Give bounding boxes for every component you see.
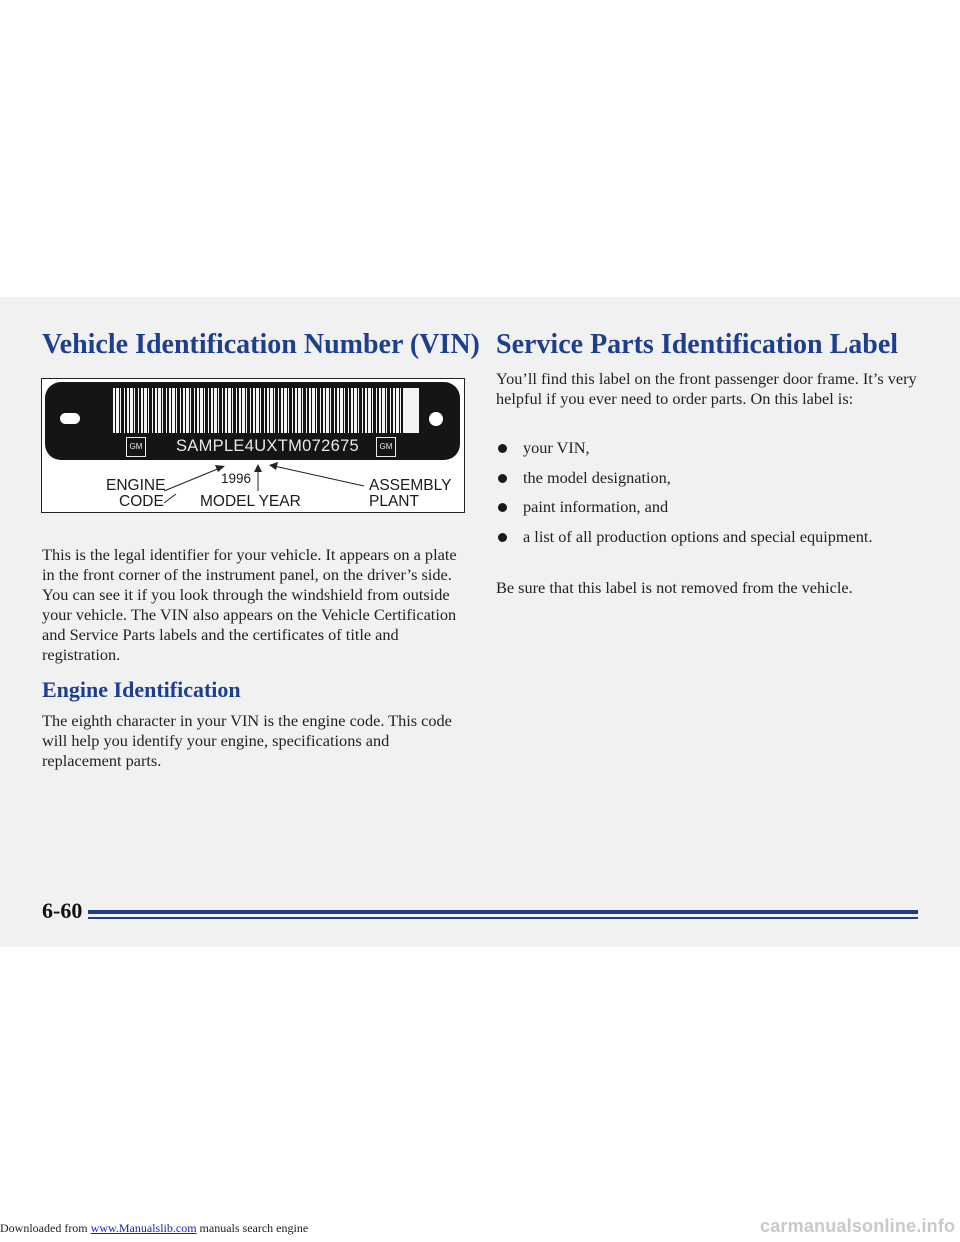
arrow-head-year-icon xyxy=(254,464,262,472)
bullet-icon xyxy=(498,474,507,483)
gm-logo-right: GM xyxy=(376,437,396,457)
list-item: a list of all production options and special equipment. xyxy=(496,527,924,547)
list-item: paint information, and xyxy=(496,497,924,517)
footer-rule-thin xyxy=(88,917,918,919)
list-item: your VIN, xyxy=(496,438,924,458)
arrow-head-assembly-icon xyxy=(269,462,278,470)
vin-description: This is the legal identifier for your vehicle. It appears on a plate in the front corner of the instrument panel, on the driver’s side. You can see it if you look through the windshield from outside your vehicle. The VIN also appears on the Vehicle Certification and Service Parts labels and the certificates of title and registration. xyxy=(42,545,457,664)
page-number: 6-60 xyxy=(42,898,83,923)
bullet-icon xyxy=(498,533,507,542)
connector-engine-code xyxy=(164,494,176,503)
footer-rule-thick xyxy=(88,910,918,914)
bullet-icon xyxy=(498,444,507,453)
label-model-year: MODEL YEAR xyxy=(200,493,301,510)
label-plant: PLANT xyxy=(369,493,419,510)
vin-plate-illustration xyxy=(41,378,465,513)
service-parts-heading: Service Parts Identification Label xyxy=(496,329,899,360)
engine-heading: Engine Identification xyxy=(42,677,241,702)
vin-number: SAMPLE4UXTM072675 xyxy=(176,437,360,455)
gm-logo-left: GM xyxy=(126,437,146,457)
manualslib-link[interactable]: www.Manualslib.com xyxy=(90,1221,197,1235)
bullet-icon xyxy=(498,503,507,512)
vin-heading: Vehicle Identification Number (VIN) xyxy=(42,329,480,360)
watermark: carmanualsonline.info xyxy=(760,1216,956,1236)
arrow-line-assembly xyxy=(274,466,364,486)
engine-description: The eighth character in your VIN is the engine code. This code will help you identify your engine, specifications and replacement parts. xyxy=(42,711,452,770)
arrow-line-engine xyxy=(164,468,220,491)
label-assembly: ASSEMBLY xyxy=(369,477,452,494)
service-parts-closing: Be sure that this label is not removed from the vehicle. xyxy=(496,578,853,597)
list-item: the model designation, xyxy=(496,468,924,488)
label-code: CODE xyxy=(119,493,164,510)
service-parts-list xyxy=(496,438,924,556)
service-parts-intro: You’ll find this label on the front passenger door frame. It’s very helpful if you ever need to order parts. On this label is: xyxy=(496,369,917,408)
label-year: 1996 xyxy=(221,471,252,486)
download-note: Downloaded from www.Manualslib.com manuals search engine xyxy=(0,1221,309,1235)
label-engine: ENGINE xyxy=(106,477,166,494)
